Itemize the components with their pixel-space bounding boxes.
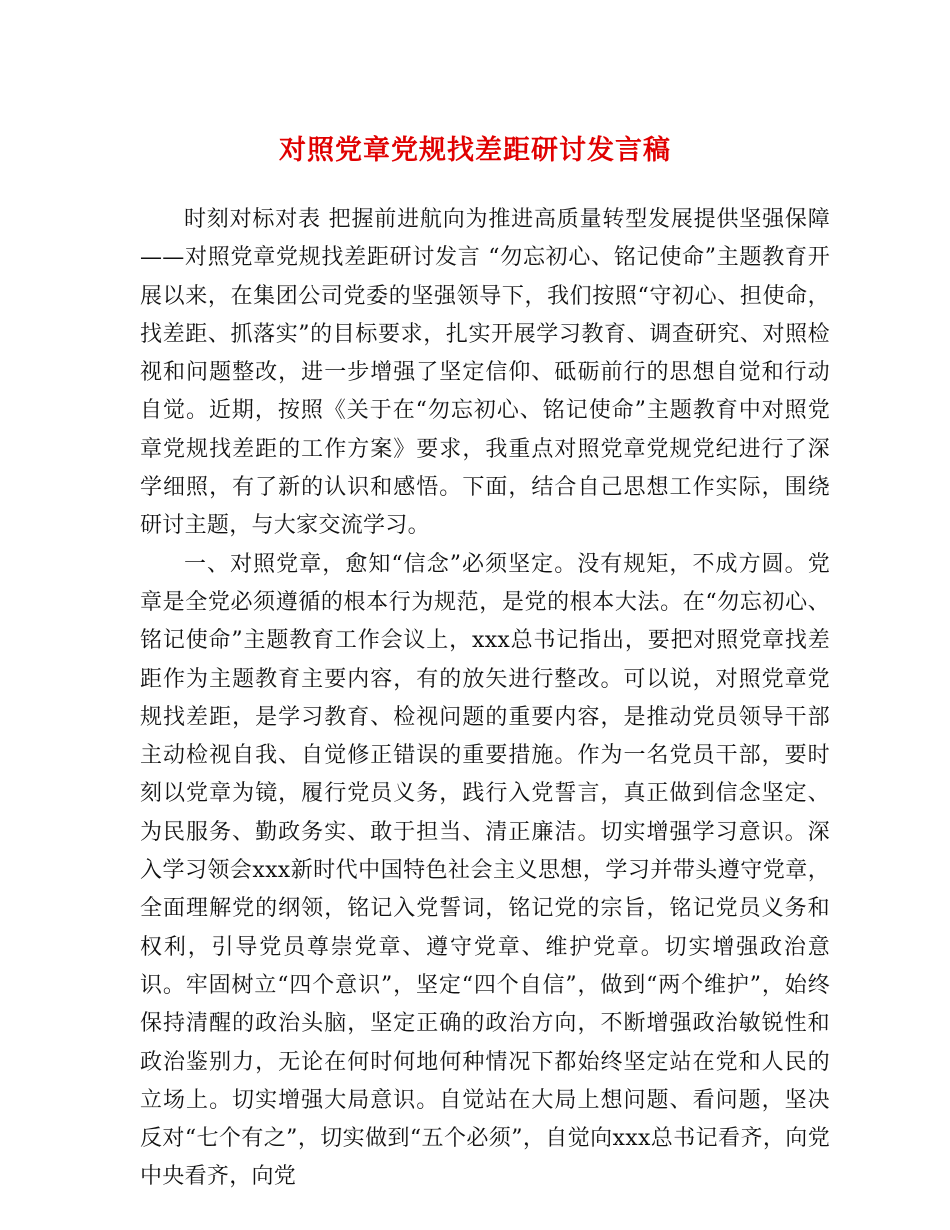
paragraph-section-one: 一、对照党章，愈知“信念”必须坚定。没有规矩，不成方圆。党章是全党必须遵循的根本行为规范，是党的根本大法。在“勿忘初心、铭记使命”主题教育工作会议上，xxx总书记指出，要把对照党章找差距作为主题教育主要内容，有的放矢进行整改。可以说，对照党章党规找差距，是学习教育、检视问题的重要内容，是推动党员领导干部主动检视自我、自觉修正错误的重要措施。作为一名党员干部，要时刻以党章为镜，履行党员义务，践行入党誓言，真正做到信念坚定、为民服务、勤政务实、敢于担当、清正廉洁。切实增强学习意识。深入学习领会xxx新时代中国特色社会主义思想，学习并带头遵守党章，全面理解党的纲领，铭记入党誓词，铭记党的宗旨，铭记党员义务和权利，引导党员尊崇党章、遵守党章、维护党章。切实增强政治意识。牢固树立“四个意识”，坚定“四个自信”，做到“两个维护”，始终保持清醒的政治头脑，坚定正确的政治方向，不断增强政治敏锐性和政治鉴别力，无论在何时何地何种情况下都始终坚定站在党和人民的立场上。切实增强大局意识。自觉站在大局上想问题、看问题，坚决反对“七个有之”，切实做到“五个必须”，自觉向xxx总书记看齐，向党中央看齐，向党 — [140, 551, 830, 1190]
paragraph-intro: 时刻对标对表 把握前进航向为推进高质量转型发展提供坚强保障——对照党章党规找差距研讨发言 “勿忘初心、铭记使命”主题教育开展以来，在集团公司党委的坚强领导下，我们按照“守初心、担使命，找差距、抓落实”的目标要求，扎实开展学习教育、调查研究、对照检视和问题整改，进一步增强了坚定信仰、砥砺前行的思想自觉和行动自觉。近期，按照《关于在“勿忘初心、铭记使命”主题教育中对照党章党规找差距的工作方案》要求，我重点对照党章党规党纪进行了深学细照，有了新的认识和感悟。下面，结合自己思想工作实际，围绕研讨主题，与大家交流学习。 — [140, 207, 830, 539]
document-title: 对照党章党规找差距研讨发言稿 — [279, 135, 671, 166]
document-body — [140, 201, 830, 1197]
